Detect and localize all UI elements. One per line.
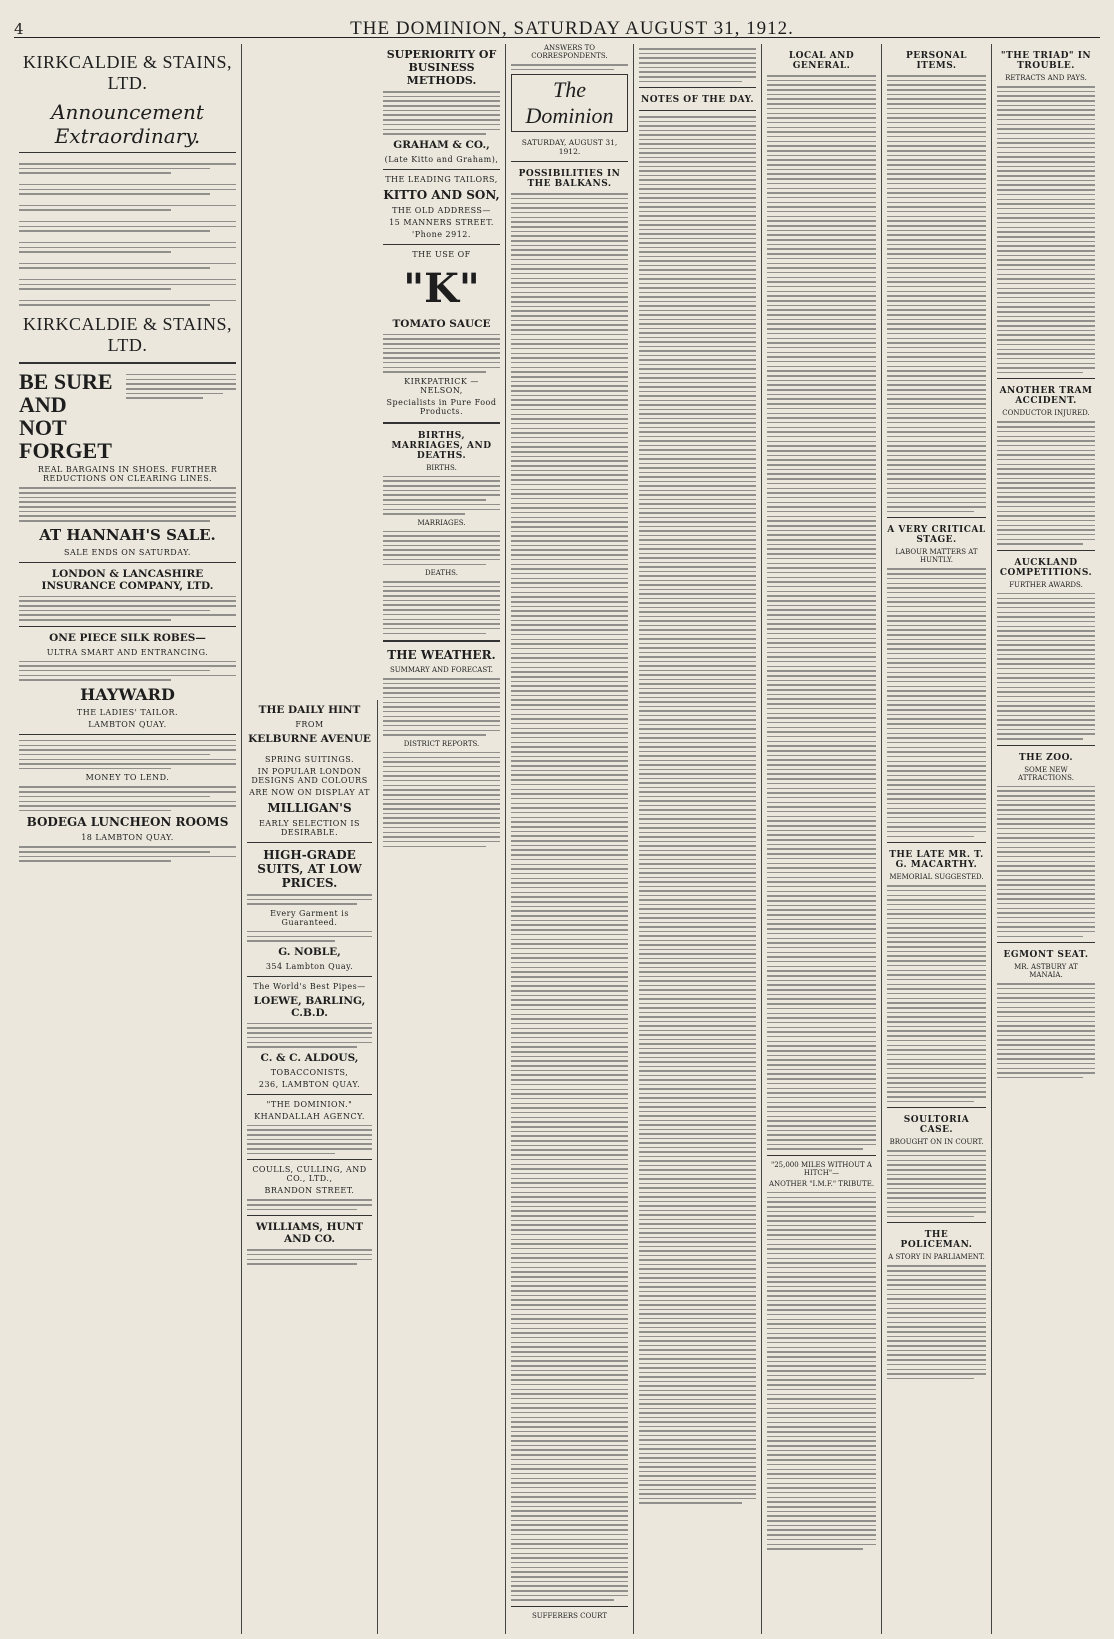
miles-heading: "25,000 MILES WITHOUT A HITCH"— [771,1160,872,1177]
kirkpatrick-nelson: KIRKPATRICK — NELSON, [404,376,479,395]
page-number: 4 [14,20,24,38]
brandon-street: BRANDON STREET. [264,1186,355,1196]
bodega-address: 18 LAMBTON QUAY. [81,833,174,843]
marriages-heading: MARRIAGES. [417,518,466,527]
dominion-flag: The Dominion [511,74,628,132]
dominion-notice: "THE DOMINION." [266,1099,353,1109]
balkans-heading: POSSIBILITIES IN THE BALKANS. [518,169,621,190]
column-ads-third [378,44,506,1634]
silk-robes-sub: ULTRA SMART AND ENTRANCING. [46,647,209,657]
use-of: THE USE OF [412,249,471,259]
critical-stage-heading: A VERY CRITICAL STAGE. [887,525,986,546]
aldous-trade: TOBACCONISTS, [270,1067,349,1077]
k-brand: "K" [403,264,480,312]
soultoria-heading: SOULTORIA CASE. [903,1115,970,1136]
old-address: THE OLD ADDRESS— [392,205,491,215]
aldous-address: 236, LAMBTON QUAY. [258,1079,361,1089]
column-news-right [992,44,1100,1634]
column-personal [882,44,992,1634]
zoo-sub: SOME NEW ATTRACTIONS. [1018,765,1074,782]
graham-sub: (Late Kitto and Graham), [384,154,499,164]
spring-suitings: SPRING SUITINGS. [265,755,354,764]
column-notes [634,44,762,1634]
coulls-culling: COULLS, CULLING, AND CO., LTD., [252,1165,367,1184]
money-to-lend: MONEY TO LEND. [85,773,170,783]
local-general-heading: LOCAL AND GENERAL. [788,51,855,71]
london-designs: IN POPULAR LONDON DESIGNS AND COLOURS [251,767,368,785]
silk-robes: ONE PIECE SILK ROBES— [49,631,206,644]
leading-tailors: THE LEADING TAILORS, [385,174,498,184]
labour-huntly: LABOUR MATTERS AT HUNTLY. [895,548,978,565]
announcement-heading: Announcement Extraordinary. [19,100,236,153]
loewe-barling: LOEWE, BARLING, C.B.D. [253,994,366,1019]
bodega-heading: BODEGA LUNCHEON ROOMS [26,815,229,830]
noble-address: 354 Lambton Quay. [265,961,354,971]
daily-hint: THE DAILY HINT [258,704,361,716]
sufferers-court: SUFFERERS COURT [531,1611,607,1620]
notes-heading: NOTES OF THE DAY. [640,95,755,106]
kitto-son: KITTO AND SON, [383,187,500,202]
hayward-name: HAYWARD [80,684,175,704]
and-heading: AND [19,392,67,418]
policeman-sub: A STORY IN PARLIAMENT. [888,1253,985,1262]
correspondents: ANSWERS TO CORRESPONDENTS. [531,44,608,60]
policeman-heading: THE POLICEMAN. [900,1230,973,1251]
noble-name: G. NOBLE, [278,945,341,958]
guarantee: Every Garment is Guaranteed. [270,908,349,927]
firm-title-footer: KIRKCALDIE & STAINS, LTD. [22,313,233,355]
hayward-tailor: THE LADIES' TAILOR. [76,707,179,717]
column-ads-second [242,700,378,1634]
births-heading: BIRTHS. [426,463,457,472]
masthead [14,18,1100,38]
tram-heading: ANOTHER TRAM ACCIDENT. [999,386,1093,407]
not-forget-heading: NOT FORGET [19,415,112,464]
weather-summary: SUMMARY AND FORECAST. [389,666,494,675]
hayward-address: LAMBTON QUAY. [88,719,167,729]
early-selection: EARLY SELECTION IS DESIRABLE. [258,819,361,837]
graham-name: GRAHAM & CO., [393,138,490,151]
deaths-heading: DEATHS. [425,569,458,577]
column-editorial [506,44,634,1634]
egmont-heading: EGMONT SEAT. [1003,950,1089,961]
khandallah-agency: KHANDALLAH AGENCY. [254,1111,365,1121]
milligans: MILLIGAN'S [267,801,352,815]
macarthy-heading: THE LATE MR. T. G. MACARTHY. [889,850,984,871]
kelburne: KELBURNE AVENUE [248,733,371,745]
kitto-phone: 'Phone 2912. [412,229,471,239]
hannah-sale: AT HANNAH'S SALE. [39,525,216,544]
competitions-sub: FURTHER AWARDS. [1009,580,1083,589]
sale-ends: SALE ENDS ON SATURDAY. [64,547,191,557]
manners-street: 15 MANNERS STREET. [389,217,494,227]
column-ads-left [14,44,242,1634]
pipes-heading: The World's Best Pipes— [253,981,366,991]
williams-hunt: WILLIAMS, HUNT AND CO. [255,1221,364,1246]
memorial-sub: MEMORIAL SUGGESTED. [889,873,984,882]
insurance-heading: LONDON & LANCASHIRE INSURANCE COMPANY, LTD. [41,567,214,592]
superiority-heading: SUPERIORITY OF BUSINESS METHODS. [386,48,497,87]
tram-sub: CONDUCTOR INJURED. [1002,409,1090,418]
egmont-sub: MR. ASTBURY AT MANAIA. [1014,963,1078,980]
on-display: ARE NOW ON DISPLAY AT [249,788,370,797]
soultoria-sub: BROUGHT ON IN COURT. [889,1138,984,1147]
daily-hint-from: FROM [295,720,324,729]
firm-title: KIRKCALDIE & STAINS, LTD. [22,52,233,93]
zoo-heading: THE ZOO. [1018,752,1074,763]
triad-sub: RETRACTS AND PAYS. [1005,74,1087,82]
bmd-heading: BIRTHS, MARRIAGES, AND DEATHS. [391,430,492,461]
triad-heading: "THE TRIAD" IN TROUBLE. [1000,51,1092,71]
aldous-name: C. & C. ALDOUS, [260,1051,359,1064]
district-reports: DISTRICT REPORTS. [403,739,480,748]
tribute-heading: ANOTHER "I.M.F." TRIBUTE. [768,1179,875,1188]
be-sure-heading: BE SURE [19,368,113,394]
tomato-sauce: TOMATO SAUCE [392,317,491,330]
page-title: THE DOMINION, SATURDAY AUGUST 31, 1912. [350,18,794,39]
column-local [762,44,882,1634]
weather-heading: THE WEATHER. [387,648,496,663]
bargains-line: REAL BARGAINS IN SHOES. FURTHER REDUCTIONS ON CLEARING LINES. [37,465,218,484]
editorial-date: SATURDAY, AUGUST 31, 1912. [521,138,618,157]
high-grade-suits: HIGH-GRADE SUITS, AT LOW PRICES. [257,848,362,890]
competitions-heading: AUCKLAND COMPETITIONS. [999,557,1093,578]
pure-food: Specialists in Pure Food Products. [386,397,497,416]
personal-heading: PERSONAL ITEMS. [906,51,967,71]
